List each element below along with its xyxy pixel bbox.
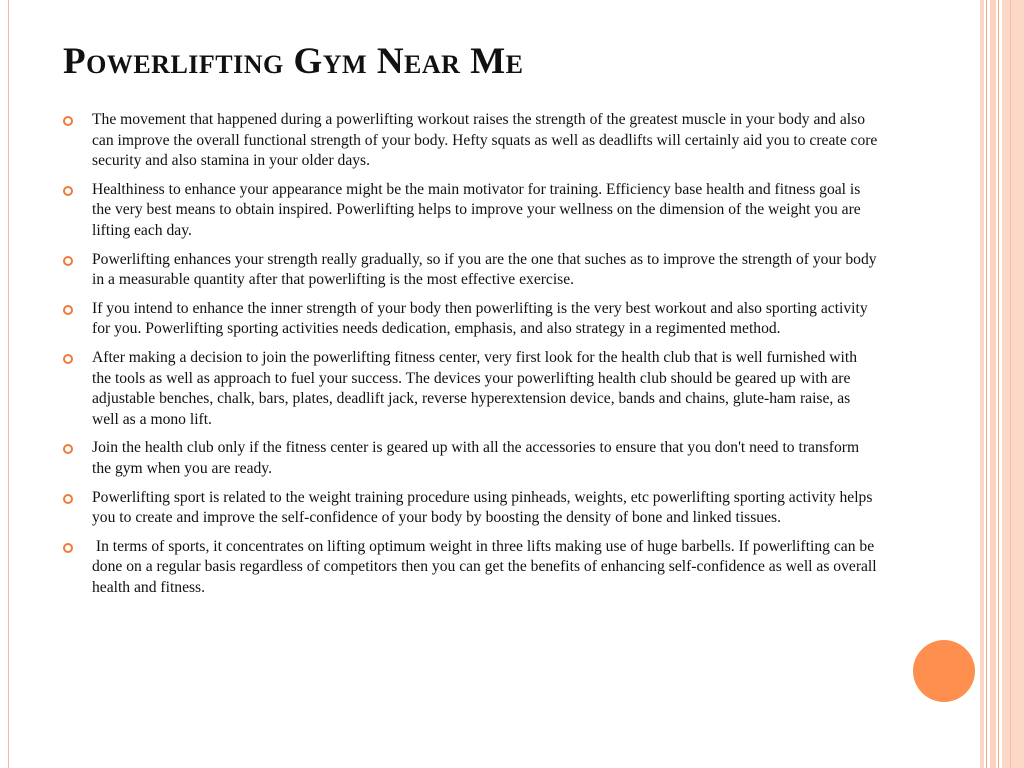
bullet-text: Powerlifting enhances your strength really gradually, so if you are the one that suches as to improve the strength of your body in a measurable quantity after that powerlifting is the most effective exercise. — [92, 250, 877, 289]
bullet-item — [63, 180, 878, 242]
bullet-text: Healthiness to enhance your appearance might be the main motivator for training. Efficiency base health and fitness goal is the very best means to obtain inspired. Powerlifting helps to improve your wellness on the dimension of the weight you are lifting each day. — [92, 180, 861, 239]
bullet-item — [63, 250, 878, 291]
circle-bullet-icon — [63, 543, 73, 553]
slide-title: Powerlifting Gym Near Me — [63, 41, 524, 82]
left-border-line — [8, 0, 9, 768]
bullet-list — [63, 110, 881, 606]
right-stripe-decoration — [986, 0, 987, 768]
circle-bullet-icon — [63, 116, 73, 126]
right-stripe-decoration — [990, 0, 996, 768]
bullet-text: In terms of sports, it concentrates on lifting optimum weight in three lifts making use of huge barbells. If powerlifting can be done on a regular basis regardless of competitors then you can get the benefits of enhancing self-confidence as well as overall health and fitness. — [92, 537, 881, 596]
bullet-item — [63, 110, 878, 172]
right-stripe-decoration — [1002, 0, 1024, 768]
bullet-text: The movement that happened during a powerlifting workout raises the strength of the greatest muscle in your body and also can improve the overall functional strength of your body. Hefty squats as well as deadlifts will certainly aid you to create core security and also stamina in your older days. — [92, 111, 878, 170]
circle-bullet-icon — [63, 256, 73, 266]
orange-circle-decoration — [913, 640, 975, 702]
right-stripe-decoration — [1010, 0, 1011, 768]
bullet-text: Join the health club only if the fitness center is geared up with all the accessories to ensure that you don't need to transform the gym when you are ready. — [92, 439, 860, 477]
circle-bullet-icon — [63, 494, 73, 504]
right-stripe-decoration — [998, 0, 999, 768]
bullet-item — [63, 488, 878, 529]
circle-bullet-icon — [63, 444, 73, 454]
bullet-text: Powerlifting sport is related to the weight training procedure using pinheads, weights, etc powerlifting sporting activity helps you to create and improve the self-confidence of your body by boosting the density of bone and linked tissues. — [92, 488, 873, 527]
circle-bullet-icon — [63, 354, 73, 364]
bullet-item — [63, 537, 881, 599]
bullet-item — [63, 348, 878, 430]
bullet-item — [63, 299, 878, 340]
circle-bullet-icon — [63, 186, 73, 196]
bullet-text: After making a decision to join the powerlifting fitness center, very first look for the health club that is well furnished with the tools as well as approach to fuel your success. The devices your powerlifting health club should be geared up with are adjustable benches, chalk, bars, plates, deadlift jack, reverse hyperextension device, bands and chains, glute-ham raise, as well as a mono lift. — [92, 348, 858, 428]
right-stripe-decoration — [980, 0, 984, 768]
circle-bullet-icon — [63, 305, 73, 315]
bullet-text: If you intend to enhance the inner strength of your body then powerlifting is the very best workout and also sporting activity for you. Powerlifting sporting activities needs dedication, emphasis, and also strategy in a regimented method. — [92, 299, 868, 338]
bullet-item — [63, 438, 878, 479]
